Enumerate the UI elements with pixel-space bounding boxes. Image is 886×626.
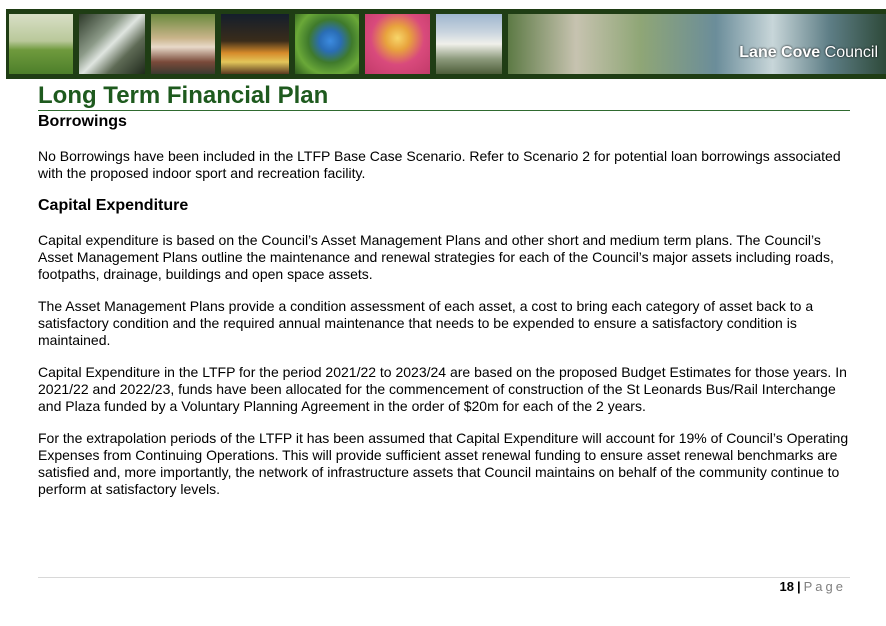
- festival-dancers-photo: [151, 14, 215, 74]
- performer-photo: [365, 14, 430, 74]
- capex-paragraph-2: The Asset Management Plans provide a condition assessment of each asset, a cost to bring each category of asset back to a satisfactory condition and the required annual maintenance that needs to be expended to ensure a satisfactory condition is maintained.: [38, 298, 814, 348]
- page-label: Page: [803, 579, 846, 594]
- page-footer: [780, 579, 846, 594]
- logo-light-text: Council: [820, 44, 878, 61]
- capex-paragraph-1: Capital expenditure is based on the Council’s Asset Management Plans and other short and medium term plans. The Council’s Asset Management Plans outline the maintenance and renewal strategies for each of the Council’s major assets including roads, footpaths, drainage, buildings and open space assets.: [38, 232, 834, 282]
- logo-bold-text: Lane Cove: [739, 44, 821, 61]
- night-street-market-photo: [221, 14, 289, 74]
- header-banner: [6, 9, 886, 79]
- creek-waterfall-photo: [79, 14, 145, 74]
- golf-course-photo: [9, 14, 73, 74]
- footer-separator: |: [796, 579, 801, 594]
- page-content: [38, 82, 850, 498]
- capex-paragraph-4: For the extrapolation periods of the LTFP it has been assumed that Capital Expenditure will account for 19% of Council’s Operating Expenses from Continuing Operations. This will provide sufficient asset renewal funding to ensure asset renewal benchmarks are satisfied and, more importantly, the network of infrastructure assets that Council maintains on behalf of the community continue to perform at satisfactory levels.: [38, 430, 849, 497]
- heritage-building-photo: [436, 14, 502, 74]
- lorikeet-bird-photo: [295, 14, 359, 74]
- capital-expenditure-heading: Capital Expenditure: [38, 197, 189, 214]
- borrowings-heading: Borrowings: [38, 113, 127, 130]
- page-number: 18: [779, 579, 794, 594]
- council-logo: [739, 44, 878, 62]
- footer-divider: [38, 577, 850, 578]
- borrowings-paragraph: No Borrowings have been included in the LTFP Base Case Scenario. Refer to Scenario 2 for potential loan borrowings associated with the proposed indoor sport and recreation facility.: [38, 148, 841, 181]
- page-title: Long Term Financial Plan: [38, 82, 850, 111]
- capex-paragraph-3: Capital Expenditure in the LTFP for the period 2021/22 to 2023/24 are based on the proposed Budget Estimates for those years. In 2021/22 and 2022/23, funds have been allocated for the commencement of construction of the St Leonards Bus/Rail Interchange and Plaza funded by a Voluntary Planning Agreement in the order of $20m for each of the 2 years.: [38, 364, 847, 414]
